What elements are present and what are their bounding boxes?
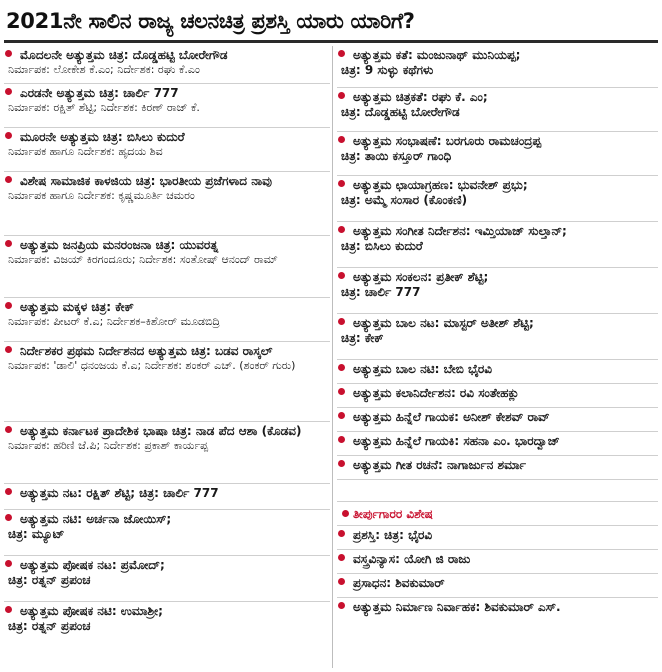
award-film: ಚಿತ್ರ: ಬಿಸಿಲು ಕುದುರೆ [341, 239, 423, 253]
right-column [337, 46, 658, 668]
award-credits: ನಿರ್ಮಾಪಕ: ಲೋಕೇಶ ಕೆ.ಎಂ; ನಿರ್ದೇಶಕ: ರಘು ಕೆ.ಎಂ [8, 63, 200, 76]
award-entry [337, 456, 658, 480]
award-film: ಚಿತ್ರ: ರತ್ನನ್ ಪ್ರಪಂಚ [8, 619, 91, 633]
award-entry [4, 298, 330, 342]
award-film: ಚಿತ್ರ: ಕೇಕ್ [341, 331, 384, 345]
award-film: ಚಿತ್ರ: ದೊಡ್ಡಹಟ್ಟಿ ಬೋರೇಗೌಡ [341, 105, 460, 119]
award-entry [4, 556, 330, 602]
jury-special-item [337, 574, 658, 598]
award-title: ಪ್ರಸಾಧನ: ಶಿವಕುಮಾರ್ [353, 576, 445, 590]
award-film: ಚಿತ್ರ: ಅಮ್ಮೆ ಸಂಸಾರ (ಕೊಂಕಣಿ) [341, 193, 468, 207]
award-title: ವಸ್ತ್ರವಿನ್ಯಾಸ: ಯೋಗಿ ಜಿ ರಾಜು [353, 552, 471, 566]
award-title: ಅತ್ಯುತ್ತಮ ಕಲಾನಿರ್ದೇಶನ: ರವಿ ಸಂತೇಹಕ್ಲು [353, 386, 520, 400]
award-entry [337, 432, 658, 456]
jury-special-item [337, 598, 658, 622]
jury-special-heading [337, 502, 658, 526]
award-entry [337, 360, 658, 384]
award-entry [337, 268, 658, 314]
jury-special-item [337, 550, 658, 574]
award-credits: ನಿರ್ಮಾಪಕ ಹಾಗೂ ನಿರ್ದೇಶಕ: ಕೃಷ್ಣಮೂರ್ತಿ ಚಮರಂ [8, 189, 195, 202]
section-spacer [337, 480, 658, 502]
award-credits: ನಿರ್ಮಾಪಕ ಹಾಗೂ ನಿರ್ದೇಶಕ: ಹೃದಯ ಶಿವ [8, 145, 163, 158]
award-entry [337, 408, 658, 432]
award-title: ಮೊದಲನೇ ಅತ್ಯುತ್ತಮ ಚಿತ್ರ: ದೊಡ್ಡಹಟ್ಟಿ ಬೋರೇಗೌಡ [20, 48, 228, 62]
award-entry [4, 510, 330, 556]
award-entry [337, 384, 658, 408]
award-title: ಅತ್ಯುತ್ತಮ ಸಂಕಲನ: ಪ್ರತೀಕ್ ಶೆಟ್ಟಿ; [353, 270, 489, 284]
award-title: ಅತ್ಯುತ್ತಮ ಚಿತ್ರಕತೆ: ರಘು ಕೆ. ಎಂ; [353, 90, 488, 104]
bullet-icon [342, 510, 349, 517]
award-title: ಅತ್ಯುತ್ತಮ ಕರ್ನಾಟಕ ಪ್ರಾದೇಶಿಕ ಭಾಷಾ ಚಿತ್ರ: ನಾಡ ಪೆದ ಆಶಾ (ಕೊಡವ) [20, 424, 302, 438]
award-title: ಅತ್ಯುತ್ತಮ ಮಕ್ಕಳ ಚಿತ್ರ: ಕೇಕ್ [20, 300, 134, 314]
award-credits: ನಿರ್ಮಾಪಕ: ಹರಿಣಿ ಜೆ.ಪಿ; ನಿರ್ದೇಶಕ: ಪ್ರಕಾಶ್ ಕಾರ್ಯಪ್ಪ [8, 439, 209, 452]
page-title: 2021ನೇ ಸಾಲಿನ ರಾಜ್ಯ ಚಲನಚಿತ್ರ ಪ್ರಶಸ್ತಿ ಯಾರು ಯಾರಿಗೆ? [6, 9, 415, 33]
award-title: ಎರಡನೇ ಅತ್ಯುತ್ತಮ ಚಿತ್ರ: ಚಾರ್ಲಿ 777 [20, 86, 179, 100]
award-entry [337, 176, 658, 222]
award-title: ಅತ್ಯುತ್ತಮ ಸಂಗೀತ ನಿರ್ದೇಶನ: ಇಮ್ತಿಯಾಜ್ ಸುಲ್ತಾನ್; [353, 224, 567, 238]
award-entry [337, 222, 658, 268]
award-title: ಅತ್ಯುತ್ತಮ ಛಾಯಾಗ್ರಹಣ: ಭುವನೇಶ್ ಪ್ರಭು; [353, 178, 528, 192]
award-title: ವಿಶೇಷ ಸಾಮಾಜಿಕ ಕಾಳಜಿಯ ಚಿತ್ರ: ಭಾರತೀಯ ಪ್ರಜೆಗಳಾದ ನಾವು [20, 174, 272, 188]
award-title: ಅತ್ಯುತ್ತಮ ಹಿನ್ನೆಲೆ ಗಾಯಕಿ: ಸಹನಾ ಎಂ. ಭಾರದ್ವಾಜ್ [353, 434, 560, 448]
award-film: ಚಿತ್ರ: ತಾಯಿ ಕಸ್ತೂರ್ ಗಾಂಧಿ [341, 149, 452, 163]
award-title: ನಿರ್ದೇಶಕರ ಪ್ರಥಮ ನಿರ್ದೇಶನದ ಅತ್ಯುತ್ತಮ ಚಿತ್ರ: ಬಡವ ರಾಸ್ಕಲ್ [20, 344, 273, 358]
award-title: ಅತ್ಯುತ್ತಮ ಪೋಷಕ ನಟಿ: ಉಮಾಶ್ರೀ; [20, 604, 163, 618]
award-entry [4, 422, 330, 484]
award-film: ಚಿತ್ರ: ಚಾರ್ಲಿ 777 [341, 285, 421, 299]
award-title: ಅತ್ಯುತ್ತಮ ಪೋಷಕ ನಟ: ಪ್ರಮೋದ್; [20, 558, 165, 572]
award-title: ಅತ್ಯುತ್ತಮ ಬಾಲ ನಟಿ: ಬೇಬಿ ಭೈರವಿ [353, 362, 492, 376]
award-credits: ನಿರ್ಮಾಪಕ: ರಕ್ಷಿತ್ ಶೆಟ್ಟಿ; ನಿರ್ದೇಶಕ: ಕಿರಣ್ ರಾಜ್ ಕೆ. [8, 101, 200, 114]
award-entry [337, 88, 658, 132]
award-entry [337, 132, 658, 176]
award-entry [4, 236, 330, 298]
award-title: ಅತ್ಯುತ್ತಮ ನಿರ್ಮಾಣ ನಿರ್ವಾಹಕ: ಶಿವಕುಮಾರ್ ಎಸ್. [353, 600, 561, 614]
award-title: ಅತ್ಯುತ್ತಮ ಸಂಭಾಷಣೆ: ಬರಗೂರು ರಾಮಚಂದ್ರಪ್ಪ [353, 134, 542, 148]
award-title: ಅತ್ಯುತ್ತಮ ಬಾಲ ನಟ: ಮಾಸ್ಟರ್ ಅತೀಶ್ ಶೆಟ್ಟಿ; [353, 316, 534, 330]
award-title: ಅತ್ಯುತ್ತಮ ನಟಿ: ಅರ್ಚನಾ ಜೋಯಿಸ್; [20, 512, 172, 526]
award-entry [4, 342, 330, 422]
award-title: ಮೂರನೇ ಅತ್ಯುತ್ತಮ ಚಿತ್ರ: ಬಿಸಿಲು ಕುದುರೆ [20, 130, 185, 144]
award-entry [337, 314, 658, 360]
award-entry [4, 172, 330, 236]
award-title: ಅತ್ಯುತ್ತಮ ಗೀತ ರಚನೆ: ನಾಗಾರ್ಜುನ ಶರ್ಮಾ [353, 458, 526, 472]
award-title: ಅತ್ಯುತ್ತಮ ಜನಪ್ರಿಯ ಮನರಂಜನಾ ಚಿತ್ರ: ಯುವರತ್ನ [20, 238, 219, 252]
award-entry [4, 84, 330, 128]
left-column [4, 46, 330, 668]
jury-special-label: ತೀರ್ಪುಗಾರರ ವಿಶೇಷ [353, 507, 433, 521]
title-rule [4, 40, 658, 43]
award-credits: ನಿರ್ಮಾಪಕ: 'ಡಾಲಿ' ಧನಂಜಯ ಕೆ.ಎ; ನಿರ್ದೇಶಕ: ಶಂಕರ್ ಎಚ್. (ಶಂಕರ್ ಗುರು) [8, 359, 296, 372]
award-entry [4, 602, 330, 648]
award-title: ಅತ್ಯುತ್ತಮ ಹಿನ್ನೆಲೆ ಗಾಯಕ: ಅನೀಶ್ ಕೇಶವ್ ರಾವ್ [353, 410, 550, 424]
award-title: ಅತ್ಯುತ್ತಮ ಕತೆ: ಮಂಜುನಾಥ್ ಮುನಿಯಪ್ಪ; [353, 48, 521, 62]
award-entry [337, 46, 658, 88]
award-title: ಅತ್ಯುತ್ತಮ ನಟ: ರಕ್ಷಿತ್ ಶೆಟ್ಟಿ; ಚಿತ್ರ: ಚಾರ್ಲಿ 777 [20, 486, 219, 500]
award-entry [4, 484, 330, 510]
award-entry [4, 46, 330, 84]
award-film: ಚಿತ್ರ: ಮ್ಯೂಟ್ [8, 527, 65, 541]
column-divider [332, 46, 333, 668]
award-title: ಪ್ರಶಸ್ತಿ: ಚಿತ್ರ: ಭೈರವಿ [353, 528, 433, 542]
award-credits: ನಿರ್ಮಾಪಕ: ಪೀಟರ್ ಕೆ.ಎ; ನಿರ್ದೇಶಕ–ಕಿಶೋರ್ ಮೂಡಬಿದ್ರಿ [8, 315, 220, 328]
jury-special-item [337, 526, 658, 550]
award-entry [4, 128, 330, 172]
award-credits: ನಿರ್ಮಾಪಕ: ವಿಜಯ್ ಕಿರಗಂದೂರು; ನಿರ್ದೇಶಕ: ಸಂತೋಷ್ ಆನಂದ್ ರಾಮ್ [8, 253, 278, 266]
award-film: ಚಿತ್ರ: 9 ಸುಳ್ಳು ಕಥೆಗಳು [341, 63, 434, 77]
award-film: ಚಿತ್ರ: ರತ್ನನ್ ಪ್ರಪಂಚ [8, 573, 91, 587]
